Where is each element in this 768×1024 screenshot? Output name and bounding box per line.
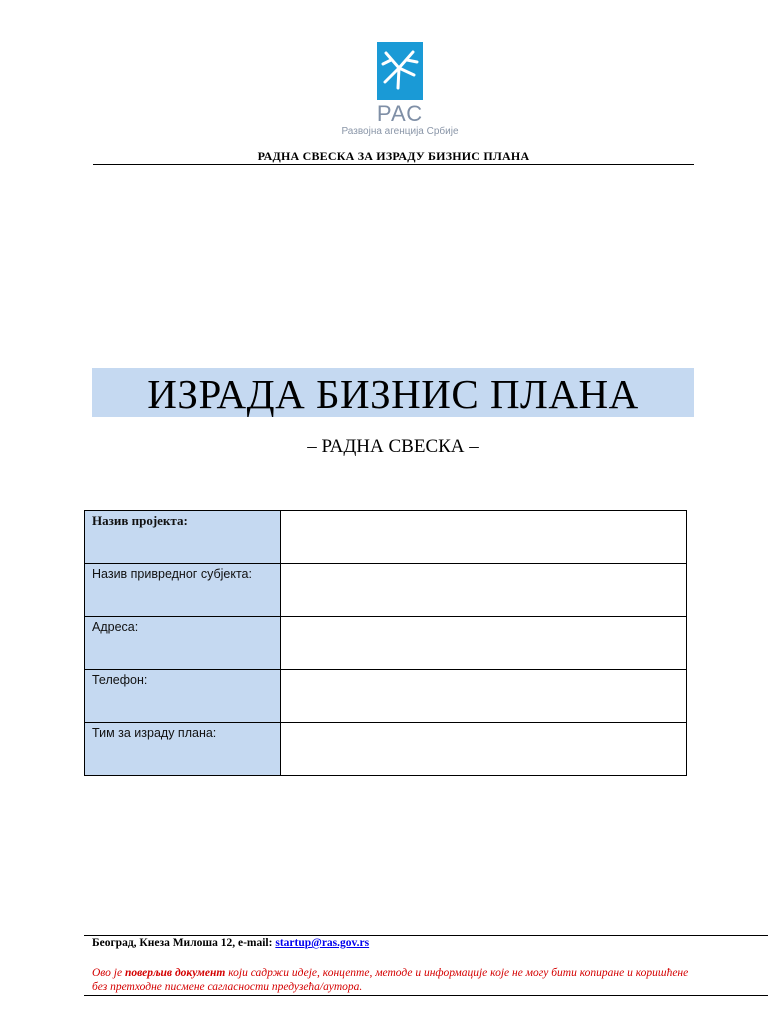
logo-subtitle: Развојна агенција Србије	[341, 126, 459, 137]
planning-team-label: Тим за израду плана:	[85, 723, 281, 776]
email-link[interactable]: startup@ras.gov.rs	[275, 937, 370, 949]
note-emphasis: поверљив документ	[124, 967, 226, 979]
table-row	[85, 617, 687, 670]
address-text: Београд, Кнеза Милоша 12, e-mail:	[92, 937, 276, 949]
business-entity-field[interactable]	[281, 564, 687, 617]
ras-logo	[340, 42, 460, 138]
table-row	[85, 670, 687, 723]
ras-logo-mark-icon	[377, 42, 423, 100]
project-info-table	[84, 510, 687, 776]
address-field[interactable]	[281, 617, 687, 670]
footer-address	[92, 937, 369, 949]
phone-field[interactable]	[281, 670, 687, 723]
project-name-label: Назив пројекта:	[85, 511, 281, 564]
footer-bottom-divider	[84, 995, 768, 996]
confidentiality-note	[92, 966, 702, 994]
project-name-field[interactable]	[281, 511, 687, 564]
address-label: Адреса:	[85, 617, 281, 670]
logo-abbreviation: РАС	[376, 101, 424, 126]
header-title: РАДНА СВЕСКА ЗА ИЗРАДУ БИЗНИС ПЛАНА	[257, 149, 530, 163]
document-title: ИЗРАДА БИЗНИС ПЛАНА	[92, 368, 694, 417]
table-row	[85, 564, 687, 617]
table-row	[85, 723, 687, 776]
header-divider	[93, 164, 694, 165]
note-prefix: Ово је	[92, 967, 125, 979]
business-entity-label: Назив привредног субјекта:	[85, 564, 281, 617]
table-row	[85, 511, 687, 564]
document-subtitle: – РАДНА СВЕСКА –	[307, 436, 479, 457]
note-rest: који садржи идеје, концепте, методе и информације које не могу бити копиране и коришћене без претходне писмене сагласности предузећа/аутора.	[92, 967, 689, 993]
footer-divider	[84, 935, 768, 936]
planning-team-field[interactable]	[281, 723, 687, 776]
phone-label: Телефон:	[85, 670, 281, 723]
